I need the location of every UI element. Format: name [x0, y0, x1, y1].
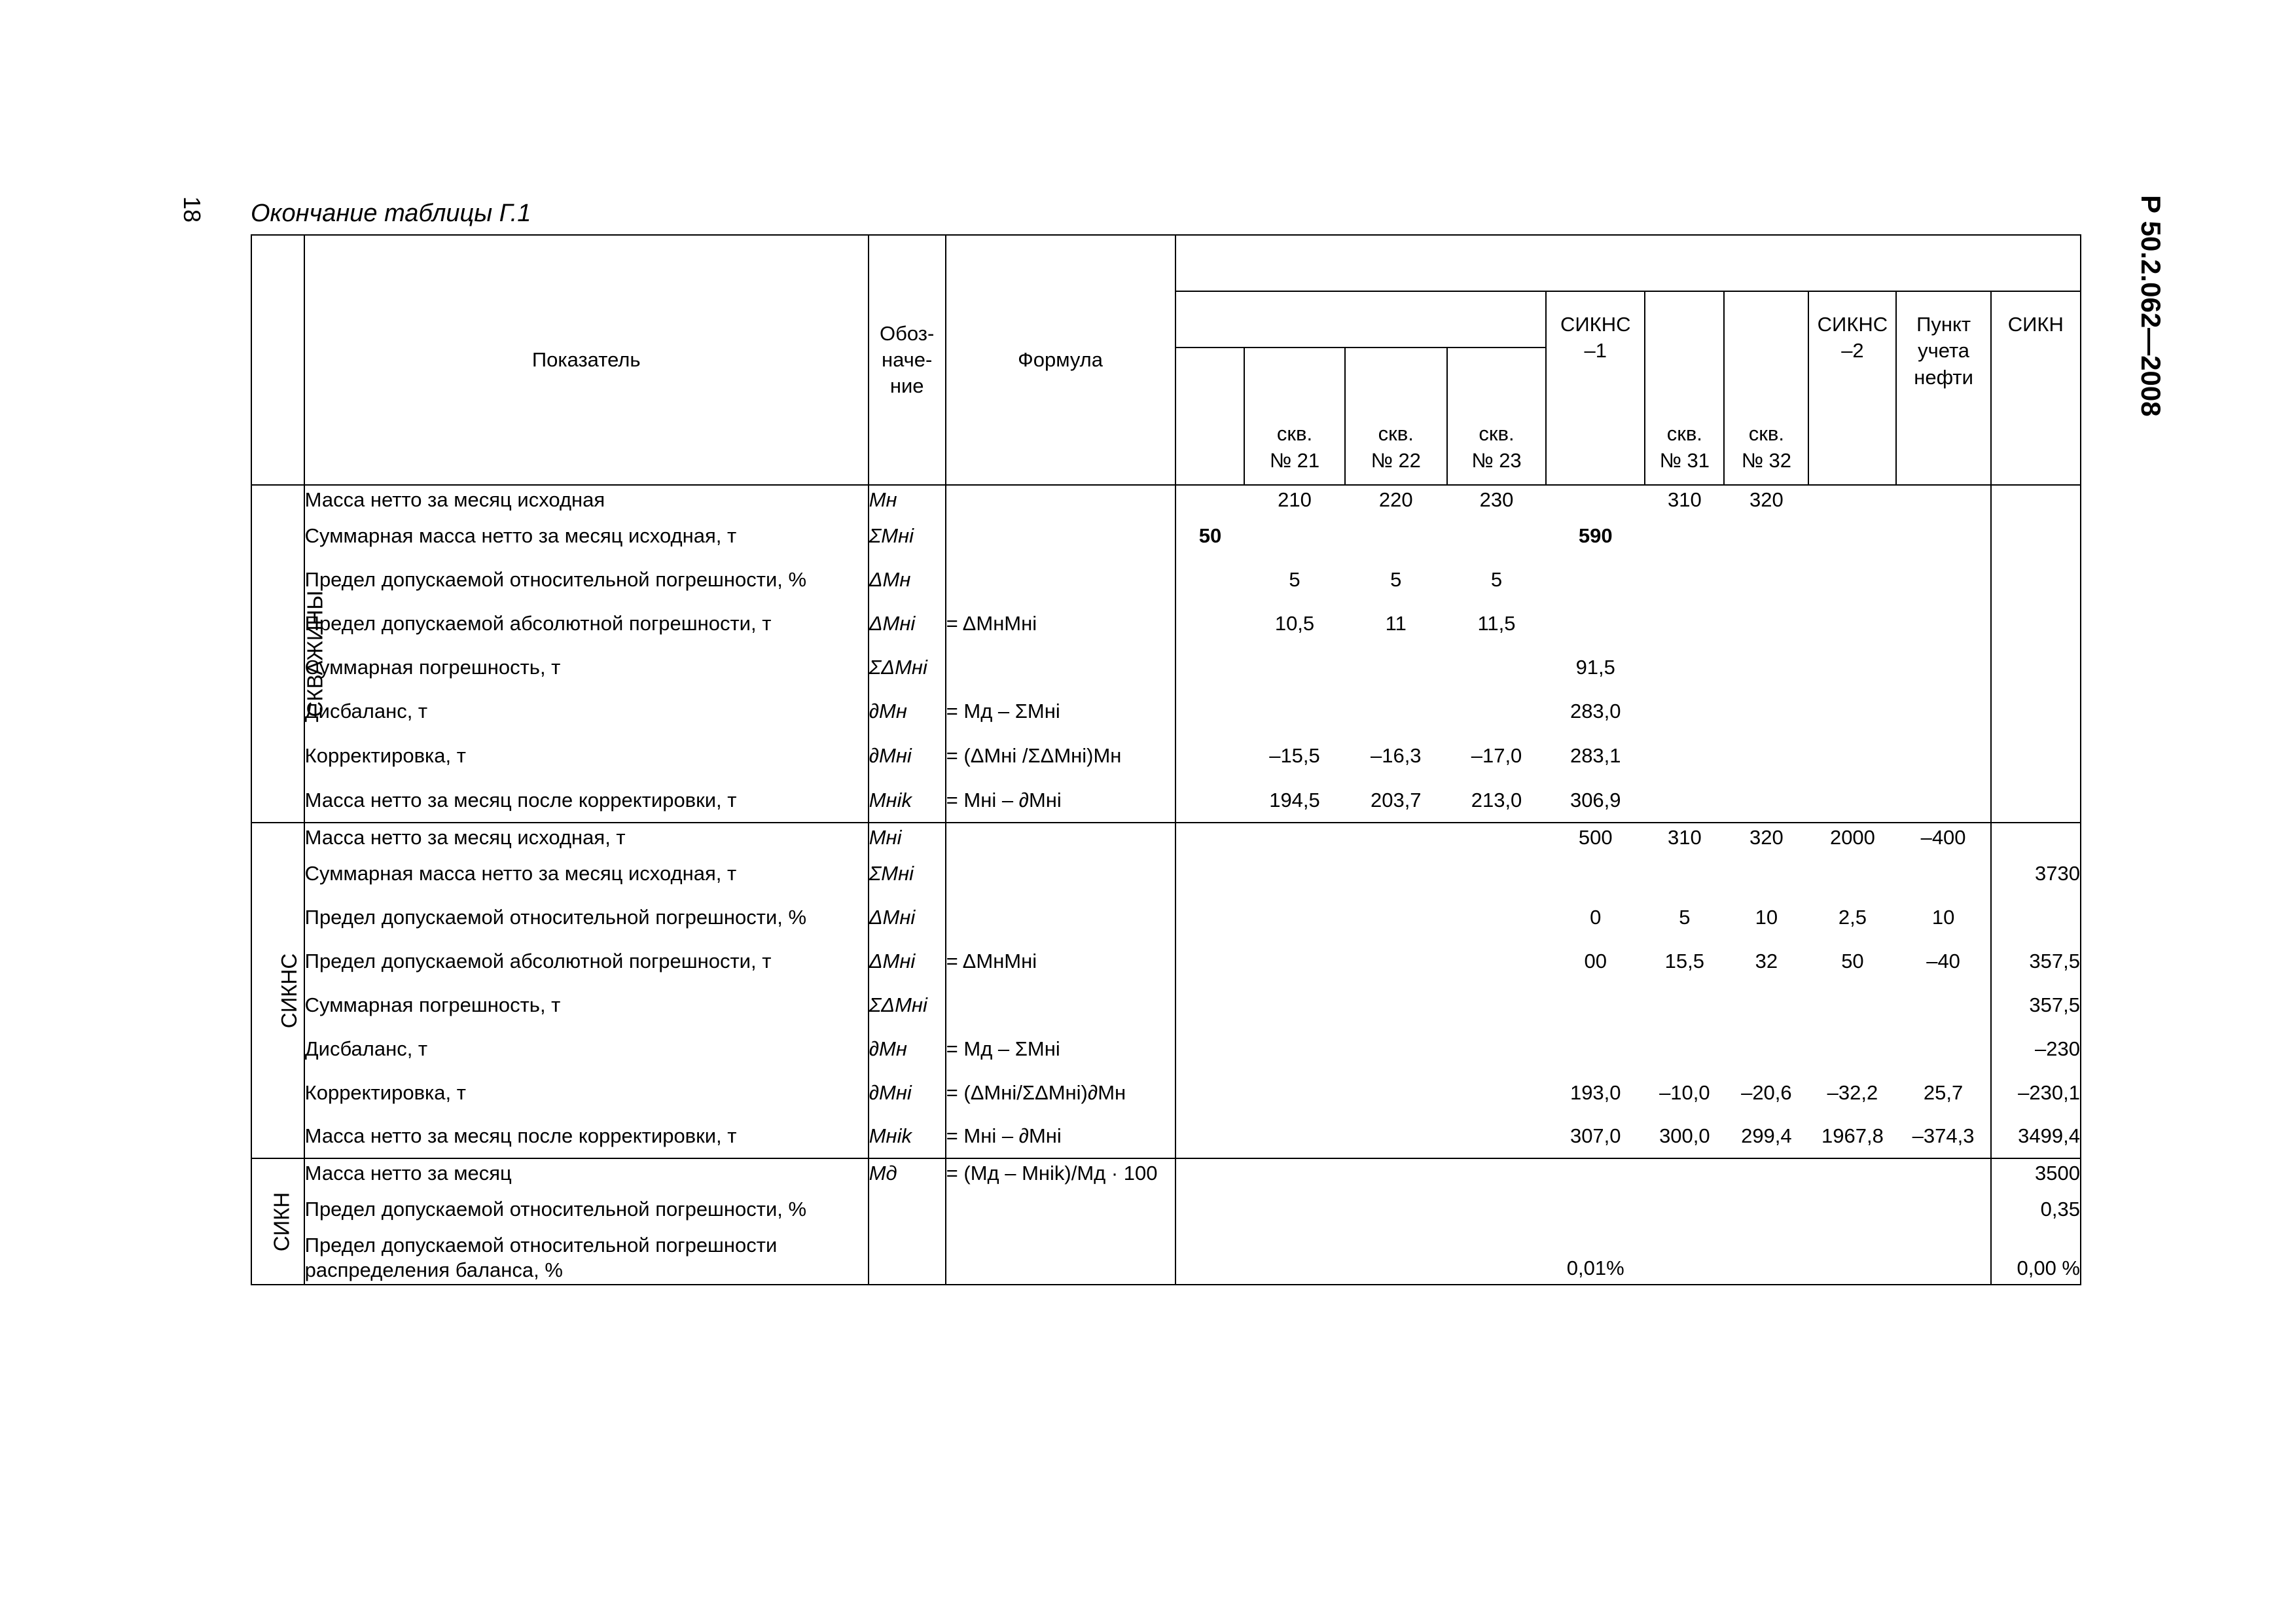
value-cell	[1345, 514, 1447, 558]
header-empty	[1175, 348, 1245, 485]
value-cell	[1896, 1231, 1990, 1285]
value-cell	[1345, 939, 1447, 983]
table-row	[251, 823, 2081, 851]
value-cell	[1345, 1027, 1447, 1071]
table-row	[251, 689, 2081, 733]
value-cell: 1967,8	[1821, 1124, 1884, 1147]
value-cell: 310	[1645, 823, 1724, 851]
value-cell	[1645, 733, 1724, 779]
formula-cell: = Mд – ΣMнi	[946, 689, 1175, 733]
value-cell	[1546, 1027, 1645, 1071]
value-cell	[1991, 689, 2081, 733]
value-cell	[1896, 733, 1990, 779]
indicator-cell: Масса нетто за месяц после корректировки, т	[304, 779, 869, 823]
formula-cell	[946, 823, 1175, 851]
table-row	[251, 601, 2081, 645]
value-cell: 2000	[1808, 823, 1896, 851]
value-cell	[1345, 1071, 1447, 1115]
indicator-cell: Суммарная погрешность, т	[304, 983, 869, 1027]
formula-cell: = ΔMнMнi	[946, 601, 1175, 645]
value-cell	[1808, 1231, 1896, 1285]
value-cell	[1345, 895, 1447, 939]
designation-cell: ΣΔMнi	[869, 983, 946, 1027]
value-cell: 210	[1244, 485, 1344, 514]
value-cell	[1175, 1071, 1245, 1115]
value-cell	[1896, 601, 1990, 645]
value-cell: 25,7	[1923, 1080, 1964, 1104]
value-cell	[1645, 1187, 1724, 1231]
value-cell	[1724, 779, 1808, 823]
value-cell	[1546, 558, 1645, 601]
value-cell	[1244, 823, 1344, 851]
formula-cell	[946, 485, 1175, 514]
value-cell	[1724, 558, 1808, 601]
table-caption: Окончание таблицы Г.1	[251, 200, 531, 227]
value-cell	[1724, 601, 1808, 645]
value-cell: –230	[1991, 1027, 2081, 1071]
value-cell: 299,4	[1741, 1124, 1792, 1147]
value-cell	[1896, 851, 1990, 895]
table-row	[251, 514, 2081, 558]
value-cell	[1345, 689, 1447, 733]
value-cell	[1244, 645, 1344, 689]
formula-cell: = (ΔMнi/ΣΔMнi)∂Mн	[946, 1071, 1175, 1115]
indicator-cell: Предел допускаемой абсолютной погрешности, т	[304, 939, 869, 983]
indicator-cell: Суммарная масса нетто за месяц исходная, т	[304, 851, 869, 895]
header-well-31: скв. № 31	[1645, 291, 1724, 485]
value-cell: 193,0	[1570, 1080, 1621, 1104]
value-cell: 320	[1724, 485, 1808, 514]
value-cell: 0	[1590, 905, 1602, 929]
value-cell	[1345, 851, 1447, 895]
value-cell	[1991, 485, 2081, 514]
value-cell	[1808, 779, 1896, 823]
value-cell	[1447, 895, 1546, 939]
value-cell	[1345, 1231, 1447, 1285]
value-cell	[1724, 1027, 1808, 1071]
value-cell: 10	[1931, 905, 1955, 929]
formula-cell	[946, 645, 1175, 689]
header-well-21: скв. № 21	[1244, 348, 1344, 485]
designation-cell: Mнi	[869, 823, 946, 851]
value-cell: –230,1	[1991, 1071, 2081, 1115]
formula-cell	[946, 983, 1175, 1027]
value-cell: 357,5	[1991, 983, 2081, 1027]
designation-cell	[869, 1187, 946, 1231]
value-cell	[1896, 983, 1990, 1027]
value-cell	[1447, 1071, 1546, 1115]
value-cell	[1244, 895, 1344, 939]
value-cell: 310	[1645, 485, 1724, 514]
formula-cell: = Mд – ΣMнi	[946, 1027, 1175, 1071]
value-cell: 320	[1724, 823, 1808, 851]
value-cell	[1724, 983, 1808, 1027]
value-cell	[1645, 1231, 1724, 1285]
designation-cell: ΣMнi	[869, 851, 946, 895]
formula-cell	[946, 514, 1175, 558]
designation-cell: ∂Mнi	[869, 733, 946, 779]
value-cell	[1447, 823, 1546, 851]
value-cell: 0,00 %	[1991, 1231, 2081, 1285]
value-cell	[1447, 645, 1546, 689]
value-cell: 32	[1755, 949, 1778, 972]
header-row	[251, 235, 2081, 291]
formula-cell	[946, 558, 1175, 601]
value-cell	[1808, 485, 1896, 514]
value-cell: 213,0	[1471, 789, 1522, 812]
value-cell	[1175, 1115, 1245, 1158]
value-cell: 5	[1679, 905, 1691, 929]
value-cell: 11	[1385, 611, 1407, 635]
value-cell	[1447, 689, 1546, 733]
value-cell	[1645, 779, 1724, 823]
header-group-top	[1175, 235, 2081, 291]
value-cell: 283,1	[1570, 744, 1621, 767]
header-formula: Формула	[946, 235, 1175, 485]
value-cell: –40	[1926, 949, 1960, 972]
value-cell	[1808, 851, 1896, 895]
value-cell	[1724, 1187, 1808, 1231]
value-cell: 11,5	[1477, 611, 1516, 635]
value-cell	[1345, 1158, 1447, 1187]
value-cell: 50	[1841, 949, 1864, 972]
value-cell: 306,9	[1570, 789, 1621, 812]
value-cell	[1991, 779, 2081, 823]
value-cell	[1244, 689, 1344, 733]
value-cell	[1244, 514, 1344, 558]
value-cell	[1991, 514, 2081, 558]
designation-cell: ΔMнi	[869, 895, 946, 939]
value-cell: –17,0	[1471, 744, 1522, 767]
value-cell	[1724, 689, 1808, 733]
formula-cell	[946, 851, 1175, 895]
table-row	[251, 733, 2081, 779]
header-sikns2: СИКНС –2	[1808, 291, 1896, 485]
header-well-32: скв. № 32	[1724, 291, 1808, 485]
value-cell	[1447, 851, 1546, 895]
indicator-cell: Предел допускаемой абсолютной погрешности, т	[304, 601, 869, 645]
value-cell	[1896, 779, 1990, 823]
value-cell	[1546, 1158, 1645, 1187]
group-sikns-label: СИКНС	[277, 953, 302, 1028]
value-cell	[1896, 1187, 1990, 1231]
table-row	[251, 939, 2081, 983]
value-cell	[1991, 645, 2081, 689]
value-cell: 220	[1345, 485, 1447, 514]
formula-cell: = Mнi – ∂Mнi	[946, 779, 1175, 823]
header-well-23: скв. № 23	[1447, 348, 1546, 485]
value-cell	[1244, 1027, 1344, 1071]
value-cell	[1175, 601, 1245, 645]
value-cell	[1991, 823, 2081, 851]
designation-cell: Mд	[869, 1158, 946, 1187]
indicator-cell: Предел допускаемой относительной погрешности, %	[304, 558, 869, 601]
value-cell	[1175, 851, 1245, 895]
value-cell	[1896, 558, 1990, 601]
value-cell: 2,5	[1838, 905, 1867, 929]
value-cell	[1645, 983, 1724, 1027]
value-cell	[1645, 514, 1724, 558]
header-indicator: Показатель	[304, 235, 869, 485]
designation-cell: Mнik	[869, 1115, 946, 1158]
value-cell: 194,5	[1269, 789, 1320, 812]
header-wells-group	[1175, 291, 1547, 348]
value-cell	[1175, 733, 1245, 779]
value-cell	[1645, 689, 1724, 733]
value-cell	[1724, 1231, 1808, 1285]
value-cell	[1724, 514, 1808, 558]
group-sikn-label: СИКН	[269, 1192, 294, 1251]
value-cell	[1447, 1027, 1546, 1071]
indicator-cell: Масса нетто за месяц после корректировки, т	[304, 1115, 869, 1158]
value-cell	[1808, 1187, 1896, 1231]
value-cell: –32,2	[1827, 1080, 1878, 1104]
value-cell	[1896, 485, 1990, 514]
formula-cell: = Mнi – ∂Mнi	[946, 1115, 1175, 1158]
value-cell: 500	[1546, 823, 1645, 851]
value-cell	[1808, 983, 1896, 1027]
value-cell	[1175, 895, 1245, 939]
designation-cell: Mнik	[869, 779, 946, 823]
group-wells-label: СКВАЖИНЫ	[302, 590, 327, 717]
document-code: Р 50.2.062—2008	[2136, 195, 2166, 417]
value-cell	[1175, 1027, 1245, 1071]
value-cell: 91,5	[1575, 655, 1615, 679]
indicator-cell: Предел допускаемой относительной погрешности, %	[304, 1187, 869, 1231]
table-row	[251, 1071, 2081, 1115]
value-cell: 10,5	[1274, 611, 1315, 635]
value-cell: 10	[1755, 905, 1778, 929]
value-cell: 0,01%	[1546, 1231, 1645, 1285]
value-cell	[1175, 939, 1245, 983]
indicator-cell: Дисбаланс, т	[304, 689, 869, 733]
value-cell	[1546, 601, 1645, 645]
table-row	[251, 895, 2081, 939]
value-cell: 5	[1390, 567, 1402, 591]
formula-cell: = ΔMнMнi	[946, 939, 1175, 983]
header-well-22: скв. № 22	[1345, 348, 1447, 485]
designation-cell: ΔMнi	[869, 939, 946, 983]
header-designation: Обоз- наче- ние	[869, 235, 946, 485]
designation-cell: ΔMн	[869, 558, 946, 601]
data-table	[251, 234, 2081, 1285]
value-cell	[1447, 1115, 1546, 1158]
value-cell	[1244, 851, 1344, 895]
value-cell	[1175, 485, 1245, 514]
designation-cell: ∂Mнi	[869, 1071, 946, 1115]
value-cell: 307,0	[1570, 1124, 1621, 1147]
value-cell	[1724, 733, 1808, 779]
table-row	[251, 485, 2081, 514]
value-cell: 283,0	[1570, 699, 1621, 722]
value-cell	[1645, 601, 1724, 645]
value-cell	[1896, 1027, 1990, 1071]
value-cell	[1896, 689, 1990, 733]
value-cell: 203,7	[1370, 789, 1422, 812]
value-cell: –10,0	[1659, 1080, 1710, 1104]
table-row	[251, 851, 2081, 895]
value-cell: 590	[1578, 524, 1613, 547]
formula-cell	[946, 1187, 1175, 1231]
group-sikns-label-cell	[251, 823, 304, 1158]
designation-cell: ΣMнi	[869, 514, 946, 558]
value-cell	[1724, 1158, 1808, 1187]
designation-cell: ∂Mн	[869, 1027, 946, 1071]
table-row	[251, 779, 2081, 823]
indicator-cell: Масса нетто за месяц исходная, т	[304, 823, 869, 851]
value-cell: 5	[1289, 567, 1300, 591]
value-cell: –374,3	[1912, 1124, 1975, 1147]
value-cell	[1808, 514, 1896, 558]
indicator-cell: Суммарная масса нетто за месяц исходная, т	[304, 514, 869, 558]
formula-cell	[946, 895, 1175, 939]
value-cell	[1991, 895, 2081, 939]
value-cell	[1244, 1071, 1344, 1115]
value-cell	[1244, 1231, 1344, 1285]
value-cell	[1345, 1115, 1447, 1158]
designation-cell: ΣΔMнi	[869, 645, 946, 689]
value-cell	[1345, 645, 1447, 689]
value-cell: 3730	[1991, 851, 2081, 895]
table-row	[251, 1158, 2081, 1187]
table-row	[251, 1115, 2081, 1158]
value-cell	[1244, 983, 1344, 1027]
table-row	[251, 1027, 2081, 1071]
value-cell	[1808, 601, 1896, 645]
group-sikn-label-cell	[251, 1158, 304, 1285]
indicator-cell: Масса нетто за месяц исходная	[304, 485, 869, 514]
designation-cell: ΔMнi	[869, 601, 946, 645]
indicator-cell: Предел допускаемой относительной погрешности распределения баланса, %	[304, 1231, 869, 1285]
indicator-cell: Корректировка, т	[304, 733, 869, 779]
value-cell	[1645, 645, 1724, 689]
value-cell	[1991, 733, 2081, 779]
value-cell	[1447, 983, 1546, 1027]
value-cell	[1546, 851, 1645, 895]
value-cell: 300,0	[1659, 1124, 1710, 1147]
value-cell	[1175, 1231, 1245, 1285]
formula-cell: = (ΔMнi /ΣΔMнi)Mн	[946, 733, 1175, 779]
value-cell	[1447, 1231, 1546, 1285]
value-cell: 3500	[1991, 1158, 2081, 1187]
value-cell	[1175, 823, 1245, 851]
table-row	[251, 1187, 2081, 1231]
value-cell: –20,6	[1741, 1080, 1792, 1104]
value-cell	[1991, 601, 2081, 645]
value-cell	[1896, 645, 1990, 689]
value-cell	[1175, 779, 1245, 823]
value-cell	[1175, 645, 1245, 689]
value-cell	[1724, 645, 1808, 689]
value-cell	[1808, 1158, 1896, 1187]
indicator-cell: Предел допускаемой относительной погрешности, %	[304, 895, 869, 939]
value-cell	[1175, 689, 1245, 733]
designation-cell: ∂Mн	[869, 689, 946, 733]
table-row	[251, 558, 2081, 601]
value-cell	[1991, 558, 2081, 601]
value-cell: 5	[1490, 567, 1503, 591]
value-cell	[1175, 983, 1245, 1027]
value-cell	[1645, 1027, 1724, 1071]
value-cell	[1175, 1187, 1245, 1231]
value-cell: –15,5	[1269, 744, 1320, 767]
value-cell	[1896, 514, 1990, 558]
value-cell	[1345, 983, 1447, 1027]
value-cell	[1808, 733, 1896, 779]
value-cell	[1896, 1158, 1990, 1187]
value-cell	[1447, 939, 1546, 983]
formula-cell	[946, 1231, 1175, 1285]
indicator-cell: Масса нетто за месяц	[304, 1158, 869, 1187]
value-cell: 3499,4	[1991, 1115, 2081, 1158]
value-cell: 0,35	[1991, 1187, 2081, 1231]
page-number: 18	[179, 196, 206, 223]
value-cell	[1645, 558, 1724, 601]
value-cell: –400	[1896, 823, 1990, 851]
value-cell: 230	[1447, 485, 1546, 514]
value-cell	[1808, 1027, 1896, 1071]
header-sikns1: СИКНС –1	[1546, 291, 1645, 485]
value-cell	[1546, 485, 1645, 514]
group-wells-label-cell	[251, 485, 327, 823]
designation-cell	[869, 1231, 946, 1285]
value-cell	[1645, 851, 1724, 895]
formula-cell: = (Mд – Mнik)/Mд · 100	[946, 1158, 1175, 1187]
value-cell: 15,5	[1664, 949, 1705, 972]
value-cell: 50	[1175, 514, 1245, 558]
value-cell	[1447, 1187, 1546, 1231]
header-sikn: СИКН	[1991, 291, 2081, 485]
value-cell	[1546, 1187, 1645, 1231]
value-cell	[1175, 1158, 1245, 1187]
value-cell	[1808, 645, 1896, 689]
value-cell: 00	[1584, 949, 1607, 972]
designation-cell: Mн	[869, 485, 946, 514]
value-cell	[1447, 514, 1546, 558]
table-row	[251, 1231, 2081, 1285]
indicator-cell: Суммарная погрешность, т	[304, 645, 869, 689]
value-cell	[1244, 1187, 1344, 1231]
value-cell	[1808, 689, 1896, 733]
value-cell: 357,5	[1991, 939, 2081, 983]
value-cell	[1244, 1158, 1344, 1187]
value-cell	[1244, 939, 1344, 983]
value-cell	[1808, 558, 1896, 601]
header-punkt: Пункт учета нефти	[1896, 291, 1990, 485]
value-cell	[1546, 983, 1645, 1027]
indicator-cell: Дисбаланс, т	[304, 1027, 869, 1071]
value-cell	[1175, 558, 1245, 601]
value-cell	[1244, 1115, 1344, 1158]
indicator-cell: Корректировка, т	[304, 1071, 869, 1115]
value-cell	[1645, 1158, 1724, 1187]
value-cell	[1447, 1158, 1546, 1187]
table-row	[251, 645, 2081, 689]
table-row	[251, 983, 2081, 1027]
value-cell: –16,3	[1370, 744, 1422, 767]
value-cell	[1345, 823, 1447, 851]
value-cell	[1724, 851, 1808, 895]
value-cell	[1345, 1187, 1447, 1231]
